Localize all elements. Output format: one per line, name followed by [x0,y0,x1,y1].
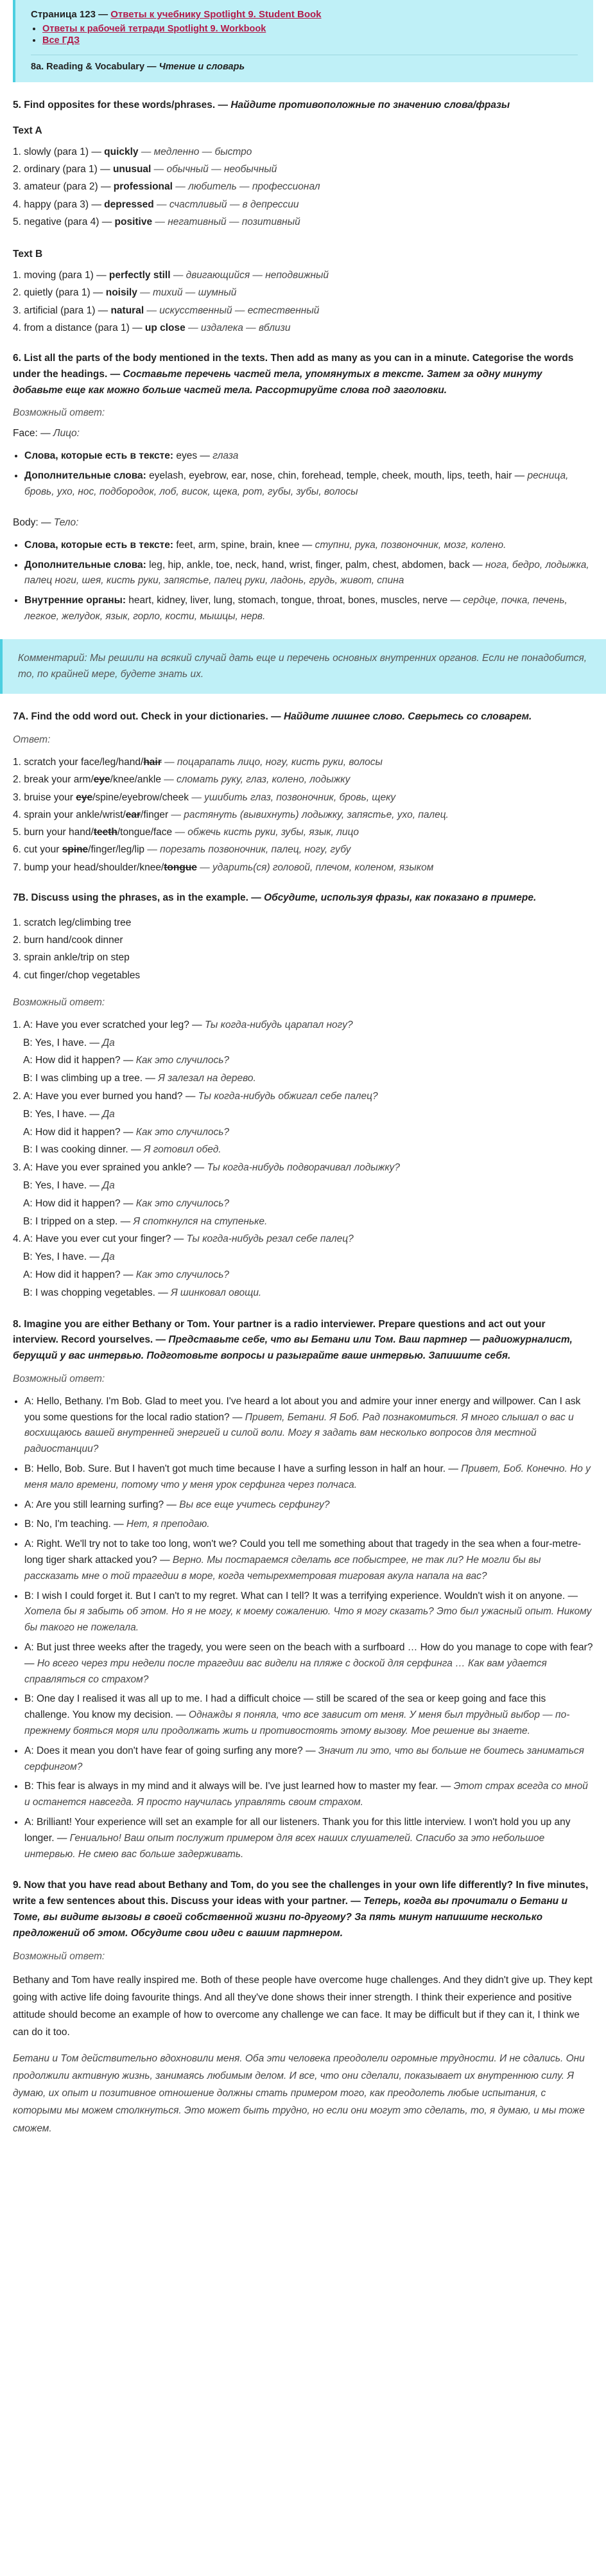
ex7b-dialogs [13,1018,593,1301]
interview-text: B: No, I'm teaching. — [24,1519,126,1530]
body-part-translation: ресница, бровь, ухо, нос, подбородок, лоб, висок, щека, рот, губы, зубы, волосы [24,470,569,498]
ex7a-list [13,755,593,875]
ex9-answer-ru: Бетани и Том действительно вдохновили меня. Оба эти человека преодолели огромные трудности. И не сдались. Они продолжили активную жизнь, занимаясь любимым делом. И все, что они сделали, показывает их внутреннюю силу. Я думаю, их опыт и позитивное отношение должны стать примером того, как преодолеть любые испытания, с которыми мы можем столкнуться. Это может быть трудно, но если они могут это сделать, то, я думаю, и мы тоже сможем. [13,2053,585,2134]
dialog-text: A: How did it happen? — [23,1197,136,1209]
opposite-row [13,215,593,229]
dialog-line [13,1285,593,1301]
odd-word-struck: ear [125,809,141,820]
odd-word-struck: hair [143,757,162,768]
odd-word-row [13,842,593,857]
interview-line [24,1394,593,1458]
opposite-answer: natural [110,304,144,316]
opposite-answer: up close [144,322,186,333]
interview-translation: Однажды я поняла, что все зависит от меня. У меня был трудный выбор — по-прежнему бояться моря или продолжать жить и противостоять этому вызову. Мое решение вы знаете. [24,1709,570,1737]
dialog-text: 3. A: Have you ever sprained you ankle? — [13,1162,207,1174]
dialog-text: 2. A: Have you ever burned you hand? — [13,1090,198,1102]
phrase-item: 1. scratch leg/climbing tree [13,917,132,928]
opposite-answer: perfectly still [108,270,171,281]
opposite-translation: — искусственный — естественный [144,304,320,316]
opposite-row [13,162,593,177]
dialog-translation: Как это случилось? [135,1197,230,1209]
odd-word-translation: — порезать позвоночник, палец, ногу, губу [144,844,351,856]
ex7a-answer: Ответ: [13,734,51,746]
ex8-title-ru: Представьте себе, что вы Бетани или Том. Ваш партнер — радиожурналист, берущий у вас интервью. Подготовьте вопросы и разыграйте ваше интервью. Запишите себя. [13,1334,573,1362]
dialog-translation: Ты когда-нибудь обжигал себе палец? [198,1090,378,1102]
interview-text: A: Hello, Bethany. I'm Bob. Glad to meet you. I've heard a lot about you and admire your inner energy and willpower. Can I ask you some questions for the local radio station? — [24,1395,581,1423]
interview-text: A: Does it mean you don't have fear of going surfing any more? — [24,1745,318,1756]
opposite-row [13,321,593,335]
interview-line [24,1779,593,1811]
dialog-translation: Да [102,1037,115,1048]
student-book-link[interactable]: Ответы к учебнику Spotlight 9. Student Book [110,9,322,20]
dialog-text: B: Yes, I have. — [23,1037,103,1048]
text-a-list [13,145,593,229]
interview-line [24,1517,593,1533]
opposite-translation: — счастливый — в депрессии [153,198,299,210]
odd-word-row [13,790,593,805]
dialog-line [13,1160,593,1176]
odd-word-prefix: 1. scratch your face/leg/hand/ [13,757,144,768]
header-box [13,0,593,82]
ex9-answer-en: Bethany and Tom have really inspired me. Both of these people have overcome huge challenges. And they didn't give up. They kept going with active life doing favourite things. And all they've done shows their inner strength. I think their experience and positive attitude should become an example of how to overcome any challenge we can face. It may be difficult but if they can it, I think we can do it too. [13,1974,593,2038]
body-part-words: eyelash, eyebrow, ear, nose, chin, forehead, temple, cheek, mouth, lips, teeth, hair — [146,470,528,482]
odd-word-row [13,825,593,840]
opposite-row [13,285,593,300]
odd-word-struck: eye [76,791,93,803]
odd-word-struck: teeth [93,827,117,838]
interview-translation: Хотела бы я забыть об этом. Но я не могу, к моему сожалению. Что я могу сказать? Это был ужасный опыт. Никому бы такого не пожелала. [24,1606,592,1634]
opposite-word: 3. amateur (para 2) — [13,181,114,193]
ex6-possible: Возможный ответ: [13,407,105,419]
odd-word-row [13,772,593,787]
dialog-text: B: Yes, I have. — [23,1179,103,1191]
interview-translation: Верно. Мы постараемся сделать все побыстрее, не так ли? Не могли бы вы рассказать мне о той трагедии в море, когда четырехметровая тигровая акула напала на вас? [24,1555,541,1582]
body-part-translation: нога, бедро, лодыжка, палец ноги, шея, кисть руки, запястье, палец руки, ладонь, грудь, живот, спина [24,559,589,587]
dialog-translation: Как это случилось? [135,1055,230,1066]
ex8-dialog-list [13,1394,593,1863]
dialog-translation: Я залезал на дерево. [158,1073,256,1084]
opposite-answer: quickly [104,146,139,157]
text-b-list [13,268,593,335]
odd-word-translation: — растянуть (вывихнуть) лодыжку, запястье, ухо, палец. [168,809,449,820]
odd-word-prefix: 3. bruise your [13,791,76,803]
odd-word-prefix: 7. bump your head/shoulder/knee/ [13,861,164,873]
body-list [13,538,593,625]
header-link-item [42,35,578,46]
ex6-title-ru: Составьте перечень частей тела, упомянутых в тексте. Затем за одну минуту добавьте еще как можно больше частей тела. Рассортируйте слова под заголовки. [13,368,542,396]
odd-word-prefix: 6. cut your [13,844,62,856]
dialog-line [13,1071,593,1087]
interview-line [24,1497,593,1513]
dialog-line [13,1107,593,1123]
interview-text: A: But just three weeks after the tragedy, you were seen on the beach with a surfboard … How do you manage to cope with fear? — [24,1642,593,1669]
body-label [13,517,593,529]
section-title-en: 8a. Reading & Vocabulary — [31,62,159,72]
opposite-word: 2. ordinary (para 1) — [13,164,113,175]
odd-word-struck: eye [93,774,110,786]
body-part-item [24,538,593,554]
body-part-words: feet, arm, spine, brain, knee — [173,539,315,551]
opposite-translation: — тихий — шумный [137,287,237,299]
odd-word-row [13,755,593,770]
body-part-item [24,558,593,590]
opposite-answer: unusual [112,164,152,175]
interview-line [24,1461,593,1494]
dialog-translation: Я споткнулся на ступеньке. [133,1215,268,1227]
ex6-title-en: 6. List all the parts of the body mentioned in the texts. Then add as many as you can in a minute. Categorise the words under the headings. — [13,353,574,380]
odd-word-struck: tongue [164,861,197,873]
ex7b-title-en: 7B. Discuss using the phrases, as in the example. — [13,892,264,903]
dialog-text: A: How did it happen? — [23,1126,136,1138]
dialog-text: B: I was chopping vegetables. — [23,1287,171,1298]
odd-word-prefix: 4. sprain your ankle/wrist/ [13,809,126,820]
interview-text: A: Brilliant! Your experience will set an example for all our listeners. Thank you for this little interview. I won't hold you up any longer. — [24,1817,571,1844]
body-part-category: Слова, которые есть в тексте: [24,539,174,551]
opposite-translation: — издалека — вблизи [185,322,291,333]
ex7b-possible: Возможный ответ: [13,996,105,1008]
face-label-en: Face: — [13,428,53,439]
phrase-item: 2. burn hand/cook dinner [13,935,123,946]
dialog-text: A: How did it happen? — [23,1055,136,1066]
body-part-item [24,593,593,625]
odd-word-prefix: 5. burn your hand/ [13,827,94,838]
odd-word-translation: — ушибить глаз, позвоночник, бровь, щеку [189,791,396,803]
dialog-line [13,1231,593,1248]
ex7b-phrases [13,915,593,983]
phrase-item: 4. cut finger/chop vegetables [13,969,141,981]
ex7b-title-ru: Обсудите, используя фразы, как показано в примере. [264,892,537,903]
dialog-text: B: I tripped on a step. — [23,1215,134,1227]
all-gdz-link[interactable]: Все ГДЗ [42,35,80,46]
phrase-item: 3. sprain ankle/trip on step [13,952,130,964]
opposite-translation: — медленно — быстро [138,146,252,157]
interview-translation: Значит ли это, что вы больше не боитесь заниматься серфингом? [24,1745,584,1772]
body-part-translation: сердце, почка, печень, легкое, желудок, язык, горло, кости, мышцы, нерв. [24,595,567,622]
comment-box: Комментарий: Мы решили на всякий случай дать еще и перечень основных внутренних органов. Если не понадобится, то, по крайней мере, будете знать их. [0,639,606,694]
dialog-translation: Да [102,1251,115,1263]
body-label-ru: Тело: [53,516,79,528]
interview-line [24,1537,593,1584]
face-label [13,428,593,439]
dialog-translation: Как это случилось? [135,1269,230,1280]
interview-line [24,1743,593,1776]
interview-text: B: Hello, Bob. Sure. But I haven't got much time because I have a surfing lesson in half an hour. — [24,1463,462,1475]
section-title [31,62,578,72]
interview-line [24,1589,593,1636]
odd-word-suffix: /tongue/face [117,827,173,838]
text-a-heading: Text A [13,125,42,136]
dialog-text: 1. A: Have you ever scratched your leg? — [13,1019,205,1030]
dialog-text: B: Yes, I have. — [23,1108,103,1120]
interview-translation: Этот страх всегда со мной и останется навсегда. Я просто научилась управлять своим страхом. [24,1781,588,1808]
dialog-line [13,1178,593,1194]
dialog-text: B: I was cooking dinner. — [23,1144,144,1156]
dialog-translation: Да [102,1179,115,1191]
ex7a-title-en: 7A. Find the odd word out. Check in your dictionaries. — [13,711,284,723]
interview-translation: Привет, Бетани. Я Боб. Рад познакомиться. Я много слышал о вас и восхищаюсь вашей внутренней энергией и силой воли. Могу я задать вам несколько вопросов для местной радиостанции? [24,1411,574,1455]
interview-text: A: Are you still learning surfing? — [24,1499,180,1510]
ex5-title [13,98,593,114]
opposite-word: 3. artificial (para 1) — [13,304,111,316]
dialog-translation: Ты когда-нибудь царапал ногу? [204,1019,353,1030]
body-part-category: Дополнительные слова: [24,470,146,482]
dialog-line [13,1142,593,1158]
odd-word-suffix: /finger [141,809,169,820]
dialog-text: B: Yes, I have. — [23,1251,103,1263]
ex7b-title [13,890,593,906]
ex7a-title-ru: Найдите лишнее слово. Сверьтесь со словарем. [283,711,532,723]
dialog-translation: Я шинковал овощи. [171,1287,262,1298]
interview-translation: Но всего через три недели после трагедии вас видели на пляже с доской для серфинга … Как вам удается справляться со страхом? [24,1657,547,1685]
ex5-title-ru: Найдите противоположные по значению слова/фразы [230,100,510,110]
dialog-translation: Я готовил обед. [143,1144,221,1156]
page-label: Страница 123 — [31,9,111,20]
opposite-answer: positive [114,216,153,227]
text-b-heading: Text B [13,249,43,260]
ex9-title-ru: Теперь, когда вы прочитали о Бетани и Томе, вы видите вызовы в своей собственной жизни по-другому? За пять минут напишите несколько предложений об этом. Обсудите свои идеи с вашим партнером. [13,1896,567,1939]
opposite-word: 4. happy (para 3) — [13,198,105,210]
opposite-word: 2. quietly (para 1) — [13,287,106,299]
interview-translation: Гениально! Ваш опыт послужит примером для всех наших слушателей. Спасибо за это небольшое интервью. Не смею вас больше задерживать. [24,1832,545,1860]
header-link-item [42,24,578,34]
ex5-title-en: 5. Find opposites for these words/phrases. — [13,100,231,110]
body-part-words: eyes — [173,450,213,462]
odd-word-struck: spine [62,844,89,856]
dialog-line [13,1196,593,1212]
ex8-possible: Возможный ответ: [13,1373,105,1384]
opposite-translation: — обычный — необычный [151,164,277,175]
ex9-title-en: 9. Now that you have read about Bethany and Tom, do you see the challenges in your own life differently? In five minutes, write a few sentences about this. Discuss your ideas with your partner. — [13,1880,589,1907]
body-part-category: Слова, которые есть в тексте: [24,450,174,462]
opposite-word: 1. slowly (para 1) — [13,146,105,157]
opposite-answer: professional [113,181,173,193]
opposite-row [13,179,593,194]
body-part-translation: глаза [212,450,239,462]
dialog-line [13,1214,593,1230]
interview-text: B: One day I realised it was all up to me. I had a difficult choice — still be scared of the sea or keep going and face this challenge. You know my decision. — [24,1693,546,1721]
ex8-title [13,1317,593,1364]
odd-word-row [13,860,593,875]
interview-text: B: I wish I could forget it. But I can't to my regret. What can I tell? It was a terrifying experience. Wouldn't wish it on anyone. — [24,1590,578,1601]
dialog-line [13,1125,593,1141]
body-label-en: Body: — [13,516,54,528]
face-list [13,448,593,500]
opposite-translation: — двигающийся — неподвижный [170,270,329,281]
dialog-text: B: I was climbing up a tree. — [23,1073,159,1084]
body-part-category: Внутренние органы: [24,595,126,606]
interview-text: A: Right. We'll try not to take too long, won't we? Could you tell me something about that tragedy in the sea when a four-metre-long tiger shark attacked you? — [24,1539,582,1566]
odd-word-suffix: /spine/eyebrow/cheek [92,791,189,803]
odd-word-suffix: /finger/leg/lip [88,844,145,856]
dialog-line [13,1053,593,1069]
interview-translation: Вы все еще учитесь серфингу? [179,1499,330,1510]
odd-word-row [13,807,593,822]
opposite-answer: depressed [104,198,154,210]
opposite-row [13,303,593,318]
odd-word-translation: — сломать руку, глаз, колено, лодыжку [160,774,351,786]
interview-line [24,1691,593,1739]
interview-text: B: This fear is always in my mind and it always will be. I've just learned how to master my fear. — [24,1781,454,1792]
page-label-line [31,9,578,20]
ex8-title-en: 8. Imagine you are either Bethany or Tom. Your partner is a radio interviewer. Prepare questions and act out your interview. Record yourselves. — [13,1318,546,1346]
dialog-line [13,1018,593,1034]
body-part-words: heart, kidney, liver, lung, stomach, tongue, throat, bones, muscles, nerve — [126,595,463,606]
dialog-text: 4. A: Have you ever cut your finger? — [13,1233,187,1245]
body-part-words: leg, hip, ankle, toe, neck, hand, wrist, finger, palm, chest, abdomen, back — [146,559,485,570]
opposite-translation: — любитель — профессионал [172,181,320,193]
dialog-line [13,1089,593,1105]
ex7a-title [13,709,593,725]
ex6-title [13,351,593,398]
interview-line [24,1640,593,1688]
section-title-ru: Чтение и словарь [159,62,245,72]
odd-word-prefix: 2. break your arm/ [13,774,94,786]
opposite-row [13,197,593,212]
ex9-title [13,1878,593,1941]
body-part-item [24,448,593,464]
body-part-item [24,468,593,500]
interview-translation: Привет, Боб. Конечно. Но у меня мало времени, потому что у меня урок серфинга через полчаса. [24,1463,591,1490]
workbook-link[interactable]: Ответы к рабочей тетради Spotlight 9. Workbook [42,24,266,34]
interview-line [24,1815,593,1862]
dialog-translation: Ты когда-нибудь подворачивал лодыжку? [207,1162,401,1174]
opposite-answer: noisily [105,287,137,299]
dialog-line [13,1036,593,1052]
dialog-translation: Ты когда-нибудь резал себе палец? [186,1233,354,1245]
face-label-ru: Лицо: [53,428,80,439]
opposite-word: 4. from a distance (para 1) — [13,322,145,333]
dialog-line [13,1267,593,1284]
dialog-text: A: How did it happen? — [23,1269,136,1280]
opposite-row [13,145,593,159]
odd-word-translation: — обжечь кисть руки, зубы, язык, лицо [172,827,359,838]
opposite-row [13,268,593,283]
interview-translation: Нет, я преподаю. [126,1519,210,1530]
odd-word-translation: — ударить(ся) головой, плечом, коленом, языком [196,861,434,873]
body-part-translation: ступни, рука, позвоночник, мозг, колено. [315,539,506,551]
opposite-translation: — негативный — позитивный [152,216,300,227]
odd-word-suffix: /knee/ankle [110,774,161,786]
dialog-line [13,1249,593,1266]
dialog-translation: Как это случилось? [135,1126,230,1138]
header-links [31,24,578,46]
body-part-category: Дополнительные слова: [24,559,146,570]
odd-word-translation: — поцарапать лицо, ногу, кисть руки, волосы [161,757,383,768]
opposite-word: 1. moving (para 1) — [13,270,109,281]
opposite-word: 5. negative (para 4) — [13,216,115,227]
ex9-possible: Возможный ответ: [13,1950,105,1962]
dialog-translation: Да [102,1108,115,1120]
